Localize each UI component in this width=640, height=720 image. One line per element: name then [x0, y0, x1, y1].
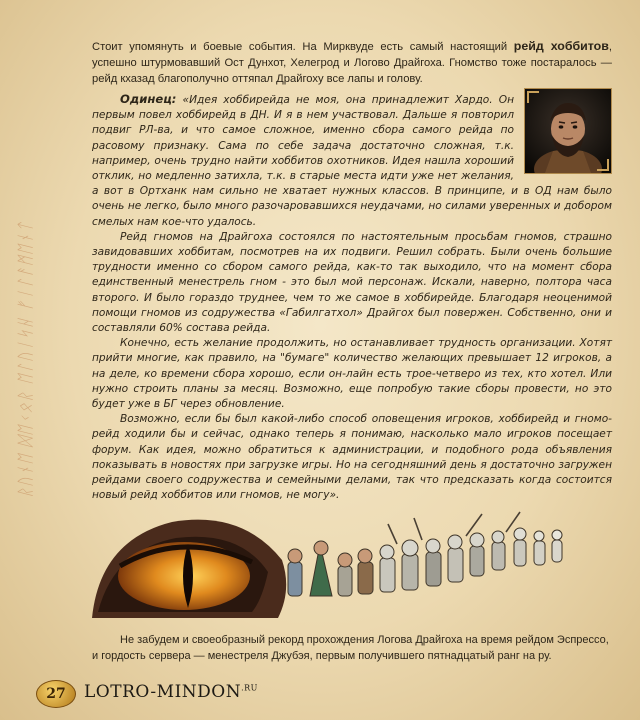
quote-paragraph: Рейд гномов на Драйгоха состоялся по настоятельным просьбам гномов, страшно завидовавших хоббитам, посмотрев на их подвиги. Решил собрать. Были очень большие трудности именно со сбором самого рейда, как-то так выходило, что на момент сбора единственный менестрель гном - это был мой персонаж. Искали, наверно, полтора часа второго. И было гораздо труднее, чем то же самое в хоббирейде. Благодаря неоценимой помощи гномов из содружества «Габилгатхол» Драйгох был повержен. Собственно, они и составляли 60% состава рейда. — [92, 230, 612, 335]
speaker-portrait — [524, 88, 612, 174]
hobbit-raid-group-icon — [288, 512, 562, 596]
speaker-name: Одинец: — [120, 92, 177, 106]
quote-paragraph: Конечно, есть желание продолжить, но останавливает трудность организации. Хотят прийти многие, как правило, на "бумаге" количество желающих превышает 12 игроков, а на деле, ко времени сбора хорошо, если он-лайн есть трое-четверо из тех, кто хотел. Или нужно строить планы за месяц. Возможно, еще попробую такие сборы провести, но это будет уже в БГ через обновление. — [92, 337, 612, 411]
quote-paragraph-1-text: «Идея хоббирейда не моя, она принадлежит Хардо. Он первым повел хоббирейд в ДН. И я в нем участвовал. Дальше я повторил подвиг РЛ-ва, и что самое сложное, именно сбора самого рейда по расовому признаку. Сама по себе задача достаточно сложная, т.к. например, очень трудно найти хоббитов охотников. Идея нашла хороший отклик, но медленно затихла, т.к. в старые места идти уже нет желания, а вот в Ортханк нам сильно не хватает нужных классов. В принципе, и в ОД нам было очень не легко, было много разочаровавшихся неудачами, но силами уверенных и добором смелых нам кое-что удалось. — [92, 94, 612, 228]
quote-paragraph: Возможно, если бы был какой-либо способ оповещения игроков, хоббирейд и гномо-рейд ходили бы и сейчас, однако теперь я понимаю, насколько мало игроков посещает форум. Как идея, можно обратиться к администрации, и подобного рода объявления показывать в новостях при загрузке игры. Но на сегодняшний день я достаточно загружен рейдами своего содружества и семейными делами, так что предсказать когда состоится новый рейд хоббитов или гномов, не могу». — [92, 413, 612, 502]
intro-paragraph — [92, 38, 612, 87]
site-logo-name: LOTRO-MINDON — [84, 682, 242, 702]
raid-illustration — [92, 500, 592, 618]
site-logo — [84, 682, 258, 702]
intro-text-start: Стоит упомянуть и боевые события. На Мирквуде есть самый настоящий — [92, 41, 514, 53]
side-decorative-script — [6, 40, 46, 680]
intro-highlight: рейд хоббитов — [513, 39, 609, 53]
interview-quote — [92, 92, 612, 503]
page-number-badge: 27 — [36, 680, 76, 708]
side-decorative-text: ᚱᚢᚾᛖ ᛞᛖᚲᛟᚱ ᛖᛚᚢᛁᛋᚺ ᚠᛁᛚᚨᛗᛖᚾᛏ — [16, 221, 36, 499]
dwarf-portrait-image — [525, 89, 611, 173]
intro-text-end: , успешно штурмовавший Ост Дунхот, Хелегрод и Логово Драйгоха. Гномство тоже постаралось — рейд кхазад благополучно оттяпал Драйгоху все лапы и голову. — [92, 41, 612, 85]
site-logo-suffix: .RU — [241, 683, 258, 693]
closing-paragraph: Не забудем и своеобразный рекорд прохождения Логова Драйгоха на время рейдом Эспрессо, и гордость сервера — менестреля Джубэя, первым получившего пятнадцатый ранг на ру. — [92, 634, 609, 662]
dragon-eye-icon — [92, 520, 286, 618]
